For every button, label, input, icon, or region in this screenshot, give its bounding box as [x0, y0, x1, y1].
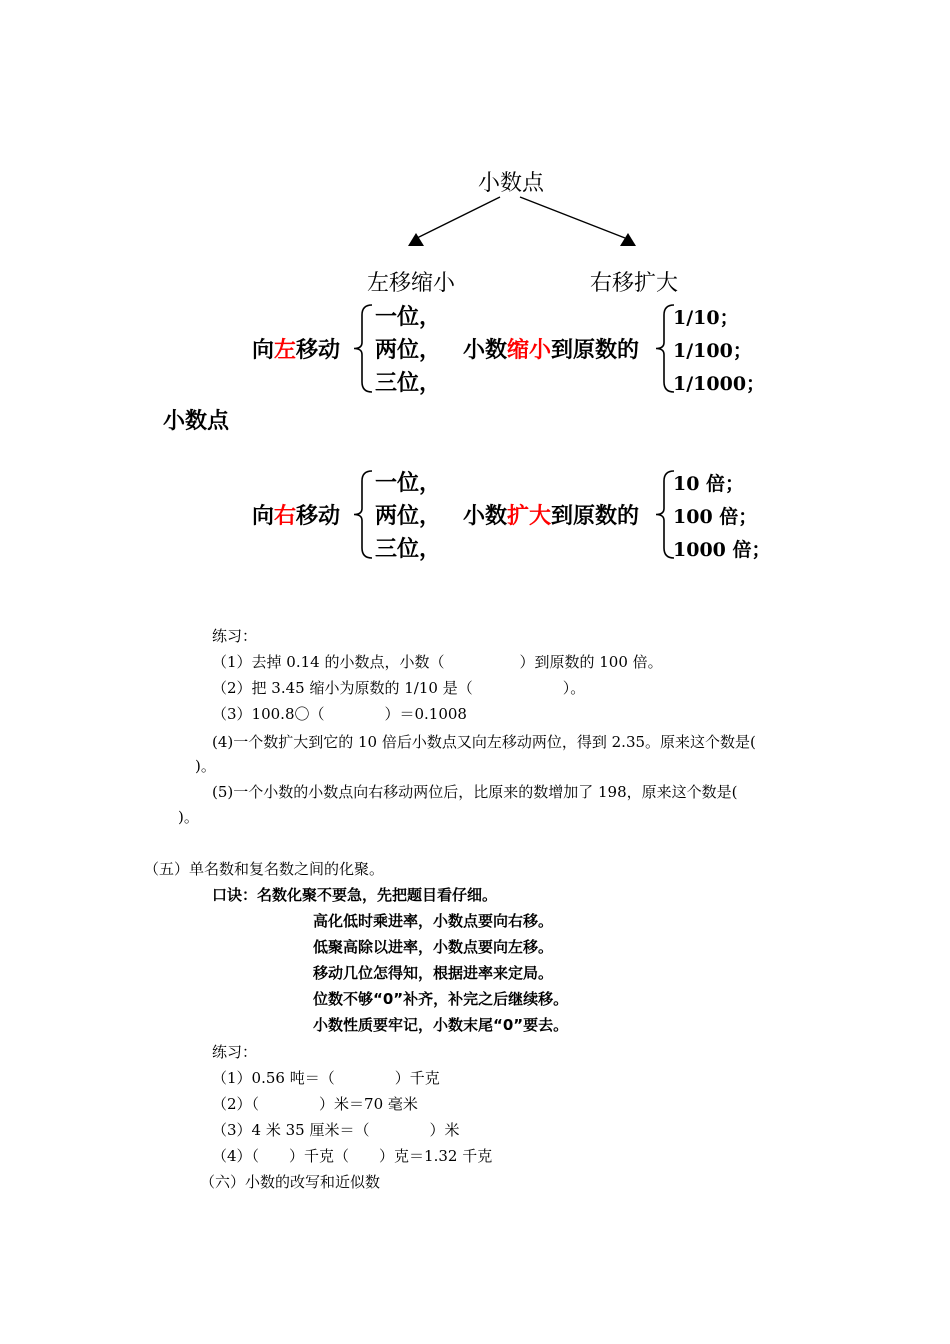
- rhyme-line-4: 移动几位怎得知，根据进率来定局。: [313, 964, 554, 982]
- rhyme-line-5: 位数不够“0”补齐，补完之后继续移。: [313, 990, 569, 1008]
- practice1-item-5-cont: )。: [178, 808, 199, 826]
- left-result-label: 小数缩小到原数的: [463, 338, 640, 363]
- practice1-item-4-cont: )。: [195, 757, 216, 775]
- diagram-root: 小数点: [478, 171, 545, 196]
- side-label: 小数点: [163, 409, 230, 434]
- practice1-item-3: （3）100.8〇（ ）＝0.1008: [212, 705, 467, 723]
- practice1-item-4: (4)一个数扩大到它的 10 倍后小数点又向左移动两位，得到 2.35。原来这个数是(: [212, 733, 756, 751]
- rhyme-line-2: 高化低时乘进率，小数点要向右移。: [313, 912, 554, 930]
- left-position-2: 两位，: [375, 338, 442, 363]
- practice2-item-4: （4）（ ）千克（ ）克＝1.32 千克: [212, 1147, 493, 1165]
- right-position-3: 三位，: [375, 537, 442, 562]
- rhyme-line-1: 口诀：名数化聚不要急，先把题目看仔细。: [212, 886, 498, 904]
- left-move-label: 向左移动: [252, 338, 341, 363]
- left-value-3: 1/1000；: [673, 373, 766, 395]
- right-move-label: 向右移动: [252, 504, 341, 529]
- section5-title: （五）单名数和复名数之间的化聚。: [144, 860, 385, 878]
- right-value-3: 1000 倍；: [673, 539, 771, 561]
- practice2-item-3: （3）4 米 35 厘米＝（ ）米: [212, 1121, 460, 1139]
- brace-left-values: [656, 305, 674, 392]
- rhyme-line-3: 低聚高除以进率，小数点要向左移。: [313, 938, 554, 956]
- brace-right-values: [656, 471, 674, 558]
- arrow-right-line: [520, 197, 625, 238]
- arrow-left-line: [417, 197, 500, 238]
- diagram-arrows: [408, 197, 636, 246]
- left-value-1: 1/10；: [673, 307, 739, 329]
- practice1-item-1: （1）去掉 0.14 的小数点，小数（ ）到原数的 100 倍。: [212, 653, 663, 671]
- left-position-3: 三位，: [375, 371, 442, 396]
- arrow-right-head: [620, 233, 636, 246]
- brace-left-positions: [354, 305, 372, 392]
- right-result-label: 小数扩大到原数的: [463, 504, 640, 529]
- rhyme-line-6: 小数性质要牢记，小数末尾“0”要去。: [313, 1016, 569, 1034]
- right-value-2: 100 倍；: [673, 506, 758, 528]
- practice1-item-5: (5)一个小数的小数点向右移动两位后，比原来的数增加了 198，原来这个数是(: [212, 783, 738, 801]
- section6-title: （六）小数的改写和近似数: [200, 1173, 381, 1191]
- practice1-heading: 练习：: [212, 627, 258, 645]
- right-value-1: 10 倍；: [673, 473, 745, 495]
- left-position-1: 一位，: [375, 305, 442, 330]
- practice2-item-1: （1）0.56 吨＝（ ）千克: [212, 1069, 440, 1087]
- left-value-2: 1/100；: [673, 340, 752, 362]
- practice2-item-2: （2）（ ）米＝70 毫米: [212, 1095, 418, 1113]
- diagram-left-branch: 左移缩小: [367, 271, 456, 296]
- practice1-item-2: （2）把 3.45 缩小为原数的 1/10 是（ ）。: [212, 679, 586, 697]
- diagram-right-branch: 右移扩大: [590, 271, 679, 296]
- brace-right-positions: [354, 471, 372, 558]
- right-position-2: 两位，: [375, 504, 442, 529]
- practice2-heading: 练习：: [212, 1043, 258, 1061]
- right-position-1: 一位，: [375, 471, 442, 496]
